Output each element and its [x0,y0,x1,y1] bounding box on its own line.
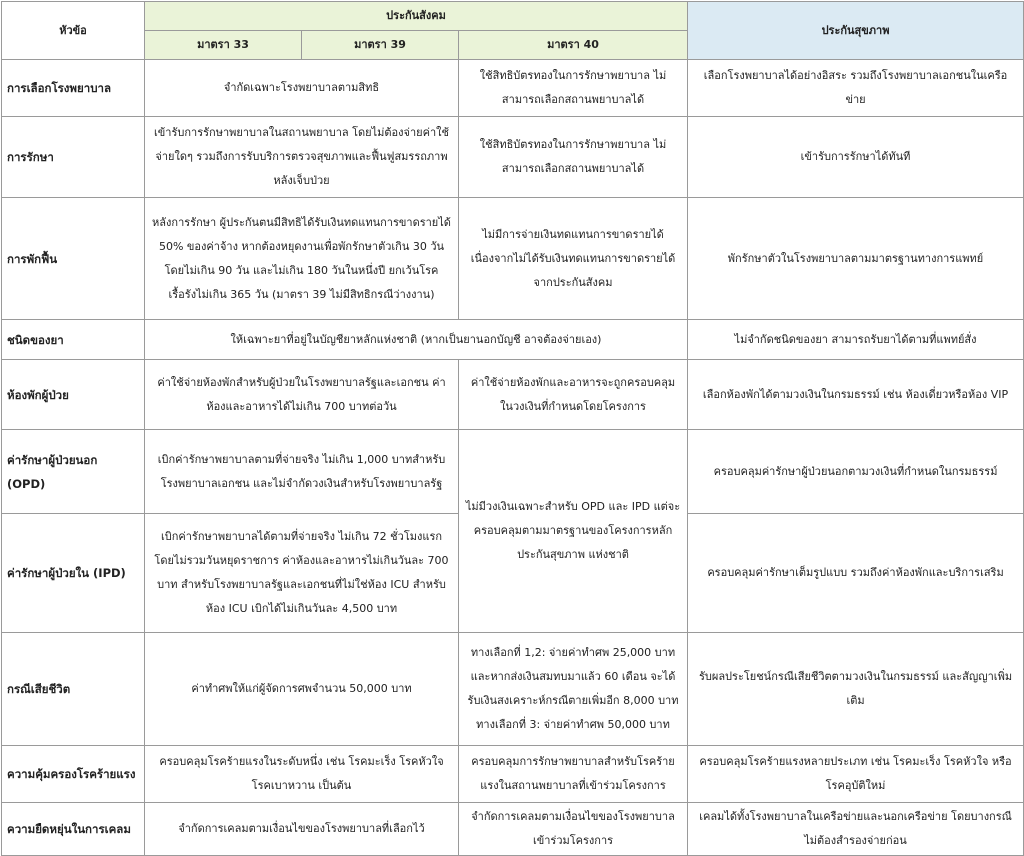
cell-health-insurance: เลือกห้องพักได้ตามวงเงินในกรมธรรม์ เช่น ห้องเดี่ยวหรือห้อง VIP [688,360,1024,430]
cell-section-33-39: เบิกค่ารักษาพยาบาลตามที่จ่ายจริง ไม่เกิน 1,000 บาทสำหรับโรงพยาบาลเอกชน และไม่จำกัดวงเงินสำหรับโรงพยาบาลรัฐ [145,430,459,514]
cell-health-insurance: ครอบคลุมค่ารักษาเต็มรูปแบบ รวมถึงค่าห้องพักและบริการเสริม [688,514,1024,633]
cell-health-insurance: เลือกโรงพยาบาลได้อย่างอิสระ รวมถึงโรงพยาบาลเอกชนในเครือข่าย [688,60,1024,117]
row-topic: ชนิดของยา [2,320,145,360]
cell-section-40: ไม่มีวงเงินเฉพาะสำหรับ OPD และ IPD แต่จะครอบคลุมตามมาตรฐานของโครงการหลักประกันสุขภาพ แห่งชาติ [459,430,688,633]
table-row [2,320,1024,360]
cell-health-insurance: พักรักษาตัวในโรงพยาบาลตามมาตรฐานทางการแพทย์ [688,198,1024,320]
cell-section-33-39: ค่าใช้จ่ายห้องพักสำหรับผู้ป่วยในโรงพยาบาลรัฐและเอกชน ค่าห้องและอาหารได้ไม่เกิน 700 บาทต่อวัน [145,360,459,430]
cell-section-40: ค่าใช้จ่ายห้องพักและอาหารจะถูกครอบคลุมในวงเงินที่กำหนดโดยโครงการ [459,360,688,430]
table-row [2,198,1024,320]
table-row [2,430,1024,514]
cell-section-33-39: หลังการรักษา ผู้ประกันตนมีสิทธิได้รับเงินทดแทนการขาดรายได้ 50% ของค่าจ้าง หากต้องหยุดงานเพื่อพักรักษาตัวเกิน 30 วัน โดยไม่เกิน 90 วัน และไม่เกิน 180 วันในหนึ่งปี ยกเว้นโรคเรื้อรังไม่เกิน 365 วัน (มาตรา 39 ไม่มีสิทธิกรณีว่างงาน) [145,198,459,320]
cell-section-40: ใช้สิทธิบัตรทองในการรักษาพยาบาล ไม่สามารถเลือกสถานพยาบาลได้ [459,60,688,117]
row-topic: ค่ารักษาผู้ป่วยใน (IPD) [2,514,145,633]
header-section-33: มาตรา 33 [145,31,302,60]
table-row [2,60,1024,117]
row-topic: การพักฟื้น [2,198,145,320]
row-topic: กรณีเสียชีวิต [2,633,145,746]
header-health-insurance: ประกันสุขภาพ [688,2,1024,60]
cell-social-security: ให้เฉพาะยาที่อยู่ในบัญชียาหลักแห่งชาติ (หากเป็นยานอกบัญชี อาจต้องจ่ายเอง) [145,320,688,360]
row-topic: ค่ารักษาผู้ป่วยนอก (OPD) [2,430,145,514]
table-row [2,803,1024,856]
cell-health-insurance: ไม่จำกัดชนิดของยา สามารถรับยาได้ตามที่แพทย์สั่ง [688,320,1024,360]
table-row [2,746,1024,803]
header-section-39: มาตรา 39 [302,31,459,60]
cell-section-40: ครอบคลุมการรักษาพยาบาลสำหรับโรคร้ายแรงในสถานพยาบาลที่เข้าร่วมโครงการ [459,746,688,803]
cell-health-insurance: เคลมได้ทั้งโรงพยาบาลในเครือข่ายและนอกเครือข่าย โดยบางกรณีไม่ต้องสำรองจ่ายก่อน [688,803,1024,856]
cell-section-40: จำกัดการเคลมตามเงื่อนไขของโรงพยาบาลเข้าร่วมโครงการ [459,803,688,856]
row-topic: ห้องพักผู้ป่วย [2,360,145,430]
cell-section-40: ทางเลือกที่ 1,2: จ่ายค่าทำศพ 25,000 บาท และหากส่งเงินสมทบมาแล้ว 60 เดือน จะได้รับเงินสงเคราะห์กรณีตายเพิ่มอีก 8,000 บาท ทางเลือกที่ 3: จ่ายค่าทำศพ 50,000 บาท [459,633,688,746]
row-topic: ความคุ้มครองโรคร้ายแรง [2,746,145,803]
row-topic: ความยืดหยุ่นในการเคลม [2,803,145,856]
header-social-security: ประกันสังคม [145,2,688,31]
cell-section-33-39: จำกัดเฉพาะโรงพยาบาลตามสิทธิ [145,60,459,117]
header-section-40: มาตรา 40 [459,31,688,60]
comparison-table [1,1,1024,856]
cell-section-40: ใช้สิทธิบัตรทองในการรักษาพยาบาล ไม่สามารถเลือกสถานพยาบาลได้ [459,117,688,198]
row-topic: การรักษา [2,117,145,198]
cell-section-33-39: ค่าทำศพให้แก่ผู้จัดการศพจำนวน 50,000 บาท [145,633,459,746]
cell-health-insurance: รับผลประโยชน์กรณีเสียชีวิตตามวงเงินในกรมธรรม์ และสัญญาเพิ่มเติม [688,633,1024,746]
table-row [2,633,1024,746]
cell-section-33-39: จำกัดการเคลมตามเงื่อนไขของโรงพยาบาลที่เลือกไว้ [145,803,459,856]
header-topic: หัวข้อ [2,2,145,60]
cell-section-40: ไม่มีการจ่ายเงินทดแทนการขาดรายได้ เนื่องจากไม่ได้รับเงินทดแทนการขาดรายได้จากประกันสังคม [459,198,688,320]
table-row [2,360,1024,430]
cell-health-insurance: ครอบคลุมค่ารักษาผู้ป่วยนอกตามวงเงินที่กำหนดในกรมธรรม์ [688,430,1024,514]
cell-section-33-39: ครอบคลุมโรคร้ายแรงในระดับหนึ่ง เช่น โรคมะเร็ง โรคหัวใจ โรคเบาหวาน เป็นต้น [145,746,459,803]
cell-section-33-39: เบิกค่ารักษาพยาบาลได้ตามที่จ่ายจริง ไม่เกิน 72 ชั่วโมงแรก โดยไม่รวมวันหยุดราชการ ค่าห้องและอาหารไม่เกินวันละ 700 บาท สำหรับโรงพยาบาลรัฐและเอกชนที่ไม่ใช่ห้อง ICU สำหรับห้อง ICU เบิกได้ไม่เกินวันละ 4,500 บาท [145,514,459,633]
cell-health-insurance: เข้ารับการรักษาได้ทันที [688,117,1024,198]
row-topic: การเลือกโรงพยาบาล [2,60,145,117]
cell-section-33-39: เข้ารับการรักษาพยาบาลในสถานพยาบาล โดยไม่ต้องจ่ายค่าใช้จ่ายใดๆ รวมถึงการรับบริการตรวจสุขภาพและฟื้นฟูสมรรถภาพหลังเจ็บป่วย [145,117,459,198]
table-row [2,117,1024,198]
cell-health-insurance: ครอบคลุมโรคร้ายแรงหลายประเภท เช่น โรคมะเร็ง โรคหัวใจ หรือโรคอุบัติใหม่ [688,746,1024,803]
